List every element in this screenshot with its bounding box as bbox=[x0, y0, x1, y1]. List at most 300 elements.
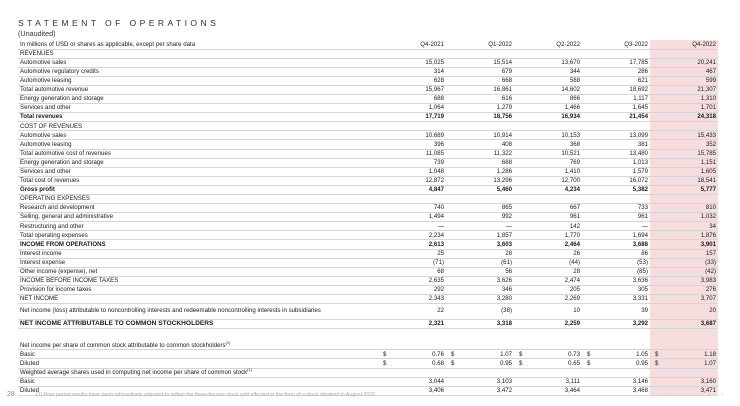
row-value: 739 bbox=[378, 158, 446, 167]
row-value: 21,307 bbox=[650, 85, 718, 94]
row-value: 34 bbox=[650, 222, 718, 231]
row-value: 740 bbox=[378, 204, 446, 213]
row-value bbox=[378, 49, 446, 58]
row-value: 13,296 bbox=[446, 176, 514, 185]
spacer-cell bbox=[378, 329, 446, 342]
row-value: 17,785 bbox=[582, 58, 650, 67]
value-text: 0.95 bbox=[636, 359, 648, 367]
row-value: (38) bbox=[446, 304, 514, 320]
column-header: Q2-2022 bbox=[514, 40, 582, 49]
table-row bbox=[18, 267, 718, 276]
row-value bbox=[582, 359, 650, 368]
row-value: 10,153 bbox=[514, 131, 582, 140]
row-value: 14,602 bbox=[514, 85, 582, 94]
row-value: 18,756 bbox=[446, 113, 514, 122]
table-row bbox=[18, 113, 718, 122]
table-row bbox=[18, 58, 718, 67]
row-value: (33) bbox=[650, 258, 718, 267]
row-value: 1,876 bbox=[650, 231, 718, 240]
row-label: Selling, general and administrative bbox=[18, 213, 378, 222]
row-value bbox=[582, 49, 650, 58]
row-value: 4,847 bbox=[378, 185, 446, 194]
currency-symbol: $ bbox=[451, 350, 455, 358]
row-value: (61) bbox=[446, 258, 514, 267]
row-value bbox=[446, 350, 514, 359]
row-value: 16,934 bbox=[514, 113, 582, 122]
row-value: 1,701 bbox=[650, 104, 718, 113]
row-value: 39 bbox=[582, 304, 650, 320]
table-row bbox=[18, 149, 718, 158]
row-value: 3,707 bbox=[650, 295, 718, 304]
row-label: Energy generation and storage bbox=[18, 94, 378, 103]
row-value: 12,700 bbox=[514, 176, 582, 185]
row-value bbox=[446, 377, 514, 386]
row-value: 3,318 bbox=[446, 320, 514, 329]
table-row bbox=[18, 67, 718, 76]
row-value: 22 bbox=[378, 304, 446, 320]
row-label: Basic bbox=[18, 350, 378, 359]
row-value: 2,259 bbox=[514, 320, 582, 329]
row-value: 352 bbox=[650, 140, 718, 149]
table-row bbox=[18, 222, 718, 231]
spacer-cell bbox=[650, 329, 718, 342]
currency-symbol: $ bbox=[519, 350, 523, 358]
table-row bbox=[18, 140, 718, 149]
row-value: 276 bbox=[650, 285, 718, 294]
row-label: Services and other bbox=[18, 104, 378, 113]
row-value: 3,983 bbox=[650, 276, 718, 285]
row-value: 616 bbox=[446, 94, 514, 103]
row-value bbox=[582, 122, 650, 131]
spacer-cell bbox=[582, 329, 650, 342]
spacer-cell bbox=[514, 329, 582, 342]
row-value bbox=[378, 386, 446, 395]
currency-symbol: $ bbox=[587, 350, 591, 358]
value-text: 3,160 bbox=[700, 377, 716, 385]
row-value: 5,382 bbox=[582, 185, 650, 194]
row-value bbox=[582, 350, 650, 359]
row-value: 1,466 bbox=[514, 104, 582, 113]
row-value: 667 bbox=[514, 204, 582, 213]
column-header: Q4-2022 bbox=[650, 40, 718, 49]
row-value: 16,072 bbox=[582, 176, 650, 185]
row-label: Automotive sales bbox=[18, 131, 378, 140]
empty-cell bbox=[446, 341, 514, 350]
row-value: 18,541 bbox=[650, 176, 718, 185]
table-row bbox=[18, 131, 718, 140]
unit-note: In millions of USD or shares as applicable, except per share data bbox=[18, 40, 378, 49]
row-label: Total operating expenses bbox=[18, 231, 378, 240]
row-value: 18,692 bbox=[582, 85, 650, 94]
row-label: Total automotive revenue bbox=[18, 85, 378, 94]
row-value: — bbox=[378, 222, 446, 231]
row-value: 344 bbox=[514, 67, 582, 76]
currency-symbol: $ bbox=[451, 359, 455, 367]
value-text: 0.95 bbox=[500, 359, 512, 367]
row-value: 992 bbox=[446, 213, 514, 222]
row-value bbox=[650, 377, 718, 386]
row-label: Total automotive cost of revenues bbox=[18, 149, 378, 158]
row-value: 5,777 bbox=[650, 185, 718, 194]
value-text: 0.73 bbox=[568, 350, 580, 358]
value-text: 3,472 bbox=[496, 386, 512, 394]
row-value: 13,480 bbox=[582, 149, 650, 158]
row-value: 3,292 bbox=[582, 320, 650, 329]
section-heading bbox=[18, 368, 378, 377]
empty-cell bbox=[650, 368, 718, 377]
row-value: 621 bbox=[582, 76, 650, 85]
heading-text: Weighted average shares used in computing net income per share of common stock bbox=[20, 368, 248, 376]
row-value: 2,343 bbox=[378, 295, 446, 304]
row-value bbox=[582, 386, 650, 395]
table-row bbox=[18, 104, 718, 113]
table-row bbox=[18, 285, 718, 294]
row-value bbox=[514, 386, 582, 395]
row-value: 15,514 bbox=[446, 58, 514, 67]
row-value: 28 bbox=[514, 267, 582, 276]
row-label: Other income (expense), net bbox=[18, 267, 378, 276]
row-label: OPERATING EXPENSES bbox=[18, 195, 378, 204]
row-value: 3,901 bbox=[650, 240, 718, 249]
empty-cell bbox=[650, 341, 718, 350]
empty-cell bbox=[582, 368, 650, 377]
currency-symbol: $ bbox=[655, 359, 659, 367]
row-value: 26 bbox=[514, 249, 582, 258]
row-value: 628 bbox=[378, 76, 446, 85]
table-row bbox=[18, 122, 718, 131]
row-value: 679 bbox=[446, 67, 514, 76]
row-value: (42) bbox=[650, 267, 718, 276]
footnote: (1) Prior period results have been retroactively adjusted to reflect the three-for-one stock split effected in the form of a stock dividend in August 2022. bbox=[36, 392, 377, 398]
table-row bbox=[18, 85, 718, 94]
row-value: 86 bbox=[582, 249, 650, 258]
row-value bbox=[446, 359, 514, 368]
empty-cell bbox=[514, 341, 582, 350]
row-value: 25 bbox=[378, 249, 446, 258]
value-text: 3,044 bbox=[428, 377, 444, 385]
table-row bbox=[18, 204, 718, 213]
table-row bbox=[18, 213, 718, 222]
row-value: 688 bbox=[446, 158, 514, 167]
row-value: 15,967 bbox=[378, 85, 446, 94]
table-row bbox=[18, 176, 718, 185]
empty-cell bbox=[582, 341, 650, 350]
page-number: 28 bbox=[7, 391, 15, 398]
row-value: 961 bbox=[582, 213, 650, 222]
table-row bbox=[18, 295, 718, 304]
table-row bbox=[18, 320, 718, 329]
value-text: 1.18 bbox=[704, 350, 716, 358]
row-value: 396 bbox=[378, 140, 446, 149]
table-row bbox=[18, 185, 718, 194]
table-row bbox=[18, 167, 718, 176]
row-value: 1,151 bbox=[650, 158, 718, 167]
row-value: 769 bbox=[514, 158, 582, 167]
row-value bbox=[514, 122, 582, 131]
value-text: 3,464 bbox=[564, 386, 580, 394]
row-value: 1,064 bbox=[378, 104, 446, 113]
row-value: 2,234 bbox=[378, 231, 446, 240]
row-value: 2,269 bbox=[514, 295, 582, 304]
row-value: 3,331 bbox=[582, 295, 650, 304]
row-value: 1,013 bbox=[582, 158, 650, 167]
row-label: Provision for income taxes bbox=[18, 285, 378, 294]
row-value bbox=[378, 195, 446, 204]
row-value: 10,521 bbox=[514, 149, 582, 158]
row-value: 668 bbox=[446, 76, 514, 85]
row-label: Basic bbox=[18, 377, 378, 386]
table-row bbox=[18, 195, 718, 204]
row-value: 599 bbox=[650, 76, 718, 85]
row-value: 3,280 bbox=[446, 295, 514, 304]
row-label: Interest income bbox=[18, 249, 378, 258]
row-value: 3,636 bbox=[582, 276, 650, 285]
empty-cell bbox=[446, 368, 514, 377]
currency-symbol: $ bbox=[587, 359, 591, 367]
value-text: 3,406 bbox=[428, 386, 444, 394]
row-value: 286 bbox=[582, 67, 650, 76]
value-text: 1.07 bbox=[704, 359, 716, 367]
row-label: INCOME BEFORE INCOME TAXES bbox=[18, 276, 378, 285]
row-value bbox=[650, 195, 718, 204]
row-value: 1,279 bbox=[446, 104, 514, 113]
table-row bbox=[18, 231, 718, 240]
empty-cell bbox=[514, 368, 582, 377]
row-value bbox=[650, 122, 718, 131]
eps-heading-row bbox=[18, 341, 718, 350]
row-value: 1,494 bbox=[378, 213, 446, 222]
row-value: 205 bbox=[514, 285, 582, 294]
row-value: 17,719 bbox=[378, 113, 446, 122]
row-value: 866 bbox=[514, 94, 582, 103]
row-label: Energy generation and storage bbox=[18, 158, 378, 167]
row-label: Automotive sales bbox=[18, 58, 378, 67]
row-label: Total cost of revenues bbox=[18, 176, 378, 185]
row-value: 11,085 bbox=[378, 149, 446, 158]
row-value: 4,234 bbox=[514, 185, 582, 194]
row-value: 5,460 bbox=[446, 185, 514, 194]
empty-cell bbox=[378, 341, 446, 350]
heading-text: Net income per share of common stock attributable to common stockholders bbox=[20, 341, 226, 349]
section-heading bbox=[18, 341, 378, 350]
row-value: 810 bbox=[650, 204, 718, 213]
row-value: 1,694 bbox=[582, 231, 650, 240]
row-value bbox=[650, 350, 718, 359]
row-value: 10,689 bbox=[378, 131, 446, 140]
row-value bbox=[446, 195, 514, 204]
value-text: 3,471 bbox=[700, 386, 716, 394]
table-row bbox=[18, 304, 718, 320]
row-value bbox=[650, 49, 718, 58]
row-value: 13,670 bbox=[514, 58, 582, 67]
column-header: Q3-2022 bbox=[582, 40, 650, 49]
table-row bbox=[18, 94, 718, 103]
row-value: 3,603 bbox=[446, 240, 514, 249]
row-value: 12,872 bbox=[378, 176, 446, 185]
row-value: 1,770 bbox=[514, 231, 582, 240]
currency-symbol: $ bbox=[383, 359, 387, 367]
row-value bbox=[378, 377, 446, 386]
table-row bbox=[18, 276, 718, 285]
row-label: INCOME FROM OPERATIONS bbox=[18, 240, 378, 249]
row-value bbox=[378, 359, 446, 368]
row-value: 3,687 bbox=[650, 320, 718, 329]
row-value: 2,464 bbox=[514, 240, 582, 249]
row-value bbox=[378, 122, 446, 131]
value-text: 3,111 bbox=[565, 377, 580, 385]
row-label: Automotive leasing bbox=[18, 76, 378, 85]
row-value: (53) bbox=[582, 258, 650, 267]
column-header: Q1-2022 bbox=[446, 40, 514, 49]
empty-cell bbox=[378, 368, 446, 377]
row-value: 2,474 bbox=[514, 276, 582, 285]
row-value: 1,286 bbox=[446, 167, 514, 176]
row-value bbox=[514, 49, 582, 58]
footnote-marker: (1) bbox=[225, 339, 231, 345]
row-value: (71) bbox=[378, 258, 446, 267]
row-value: 11,322 bbox=[446, 149, 514, 158]
table-row bbox=[18, 249, 718, 258]
row-value: 865 bbox=[446, 204, 514, 213]
currency-symbol: $ bbox=[655, 350, 659, 358]
row-label: Gross profit bbox=[18, 185, 378, 194]
row-value: 16,861 bbox=[446, 85, 514, 94]
footnote-marker: (1) bbox=[247, 366, 253, 372]
row-value: 314 bbox=[378, 67, 446, 76]
table-row bbox=[18, 359, 718, 368]
row-value: 688 bbox=[378, 94, 446, 103]
row-label: Restructuring and other bbox=[18, 222, 378, 231]
row-value bbox=[514, 359, 582, 368]
statement-table bbox=[18, 40, 718, 396]
row-label: REVENUES bbox=[18, 49, 378, 58]
row-value: 346 bbox=[446, 285, 514, 294]
row-value: 3,626 bbox=[446, 276, 514, 285]
row-value: 3,688 bbox=[582, 240, 650, 249]
row-value bbox=[582, 195, 650, 204]
spacer-cell bbox=[446, 329, 514, 342]
row-value: 381 bbox=[582, 140, 650, 149]
row-value: 15,025 bbox=[378, 58, 446, 67]
value-text: 3,146 bbox=[632, 377, 648, 385]
row-value: 24,318 bbox=[650, 113, 718, 122]
shares-heading-row bbox=[18, 368, 718, 377]
row-label: Total revenues bbox=[18, 113, 378, 122]
row-value: 1,579 bbox=[582, 167, 650, 176]
row-value bbox=[446, 122, 514, 131]
row-value: 21,454 bbox=[582, 113, 650, 122]
row-value: 20 bbox=[650, 304, 718, 320]
page-subtitle: (Unaudited) bbox=[18, 29, 56, 38]
row-label: Research and development bbox=[18, 204, 378, 213]
row-label: Automotive leasing bbox=[18, 140, 378, 149]
value-text: 0.68 bbox=[432, 359, 444, 367]
row-value: 56 bbox=[446, 267, 514, 276]
row-value: 20,241 bbox=[650, 58, 718, 67]
currency-symbol: $ bbox=[519, 359, 523, 367]
row-value: 15,433 bbox=[650, 131, 718, 140]
row-value: 961 bbox=[514, 213, 582, 222]
row-value: 305 bbox=[582, 285, 650, 294]
row-value: — bbox=[582, 222, 650, 231]
row-value: 408 bbox=[446, 140, 514, 149]
currency-symbol: $ bbox=[383, 350, 387, 358]
table-row bbox=[18, 76, 718, 85]
row-value: 1,410 bbox=[514, 167, 582, 176]
row-value: 1,645 bbox=[582, 104, 650, 113]
row-value bbox=[514, 195, 582, 204]
row-value: 2,321 bbox=[378, 320, 446, 329]
row-value: 157 bbox=[650, 249, 718, 258]
row-value: 588 bbox=[514, 76, 582, 85]
row-value: 10,914 bbox=[446, 131, 514, 140]
row-value: 1,117 bbox=[582, 94, 650, 103]
row-value: 142 bbox=[514, 222, 582, 231]
table-row bbox=[18, 377, 718, 386]
row-value: 1,032 bbox=[650, 213, 718, 222]
row-value: 368 bbox=[514, 140, 582, 149]
row-value: 1,048 bbox=[378, 167, 446, 176]
value-text: 0.65 bbox=[568, 359, 580, 367]
row-value: 15,785 bbox=[650, 149, 718, 158]
row-value bbox=[446, 49, 514, 58]
row-value: 2,635 bbox=[378, 276, 446, 285]
value-text: 3,103 bbox=[496, 377, 512, 385]
pagination-dots[interactable]: • • • • • bbox=[668, 392, 728, 398]
spacer-row bbox=[18, 329, 718, 342]
row-value bbox=[378, 350, 446, 359]
row-value bbox=[582, 377, 650, 386]
row-label: Net income (loss) attributable to noncontrolling interests and redeemable noncontrolling interests in subsidiaries bbox=[18, 304, 378, 320]
row-label: Automotive regulatory credits bbox=[18, 67, 378, 76]
row-value: 10 bbox=[514, 304, 582, 320]
row-value: 13,099 bbox=[582, 131, 650, 140]
row-label: Diluted bbox=[18, 359, 378, 368]
row-value bbox=[514, 377, 582, 386]
row-label: NET INCOME ATTRIBUTABLE TO COMMON STOCKHOLDERS bbox=[18, 320, 378, 329]
row-value: 2,613 bbox=[378, 240, 446, 249]
row-label: Services and other bbox=[18, 167, 378, 176]
row-value: 1,857 bbox=[446, 231, 514, 240]
row-value bbox=[650, 359, 718, 368]
table-row bbox=[18, 240, 718, 249]
table-row bbox=[18, 258, 718, 267]
row-value: 28 bbox=[446, 249, 514, 258]
value-text: 3,468 bbox=[632, 386, 648, 394]
value-text: 0.76 bbox=[432, 350, 444, 358]
table-row bbox=[18, 350, 718, 359]
row-value: 1,605 bbox=[650, 167, 718, 176]
column-header: Q4-2021 bbox=[378, 40, 446, 49]
row-value: (85) bbox=[582, 267, 650, 276]
value-text: 1.05 bbox=[636, 350, 648, 358]
value-text: 1.07 bbox=[500, 350, 512, 358]
row-label: COST OF REVENUES bbox=[18, 122, 378, 131]
row-value: 733 bbox=[582, 204, 650, 213]
row-value bbox=[514, 350, 582, 359]
page-title: STATEMENT OF OPERATIONS bbox=[18, 18, 220, 28]
row-value bbox=[446, 386, 514, 395]
table-row bbox=[18, 158, 718, 167]
row-value: — bbox=[446, 222, 514, 231]
table-header-row bbox=[18, 40, 718, 49]
row-value: 68 bbox=[378, 267, 446, 276]
row-value: (44) bbox=[514, 258, 582, 267]
row-value: 1,310 bbox=[650, 94, 718, 103]
row-value: 292 bbox=[378, 285, 446, 294]
table-row bbox=[18, 49, 718, 58]
row-label: Diluted bbox=[18, 386, 378, 395]
